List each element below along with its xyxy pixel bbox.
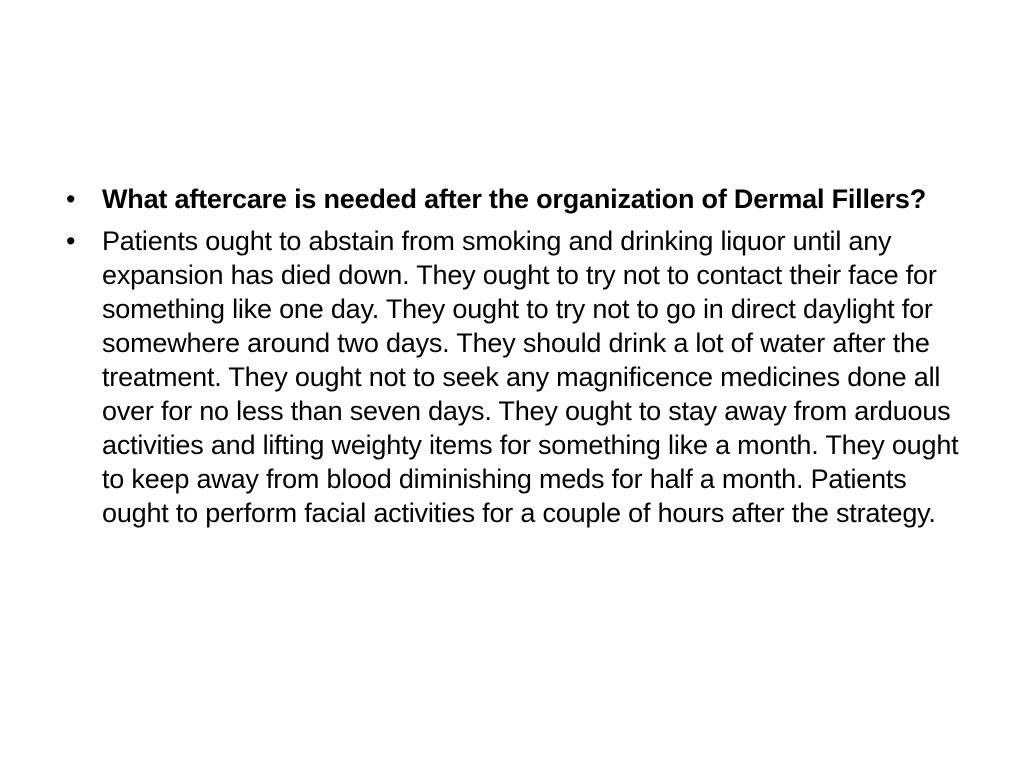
bullet-marker: •	[66, 226, 76, 256]
answer-text: Patients ought to abstain from smoking and drinking liquor until any expansion has died down. They ought to try not to contact their face for something like one day. They ought to try not to go in direct daylight for somewhere around two days. They should drink a lot of water after the treatment. They ought not to seek any magnificence medicines done all over for no less than seven days. They ought to stay away from arduous activities and lifting weighty items for something like a month. They ought to keep away from blood diminishing meds for half a month. Patients ought to perform facial activities for a couple of hours after the strategy.	[102, 226, 959, 528]
bullet-item-answer	[62, 224, 962, 530]
bullet-marker: •	[66, 184, 76, 214]
bullet-item-question	[62, 182, 962, 216]
slide-content	[62, 182, 962, 538]
question-text: What aftercare is needed after the organization of Dermal Fillers?	[102, 184, 926, 214]
bullet-list	[62, 182, 962, 530]
